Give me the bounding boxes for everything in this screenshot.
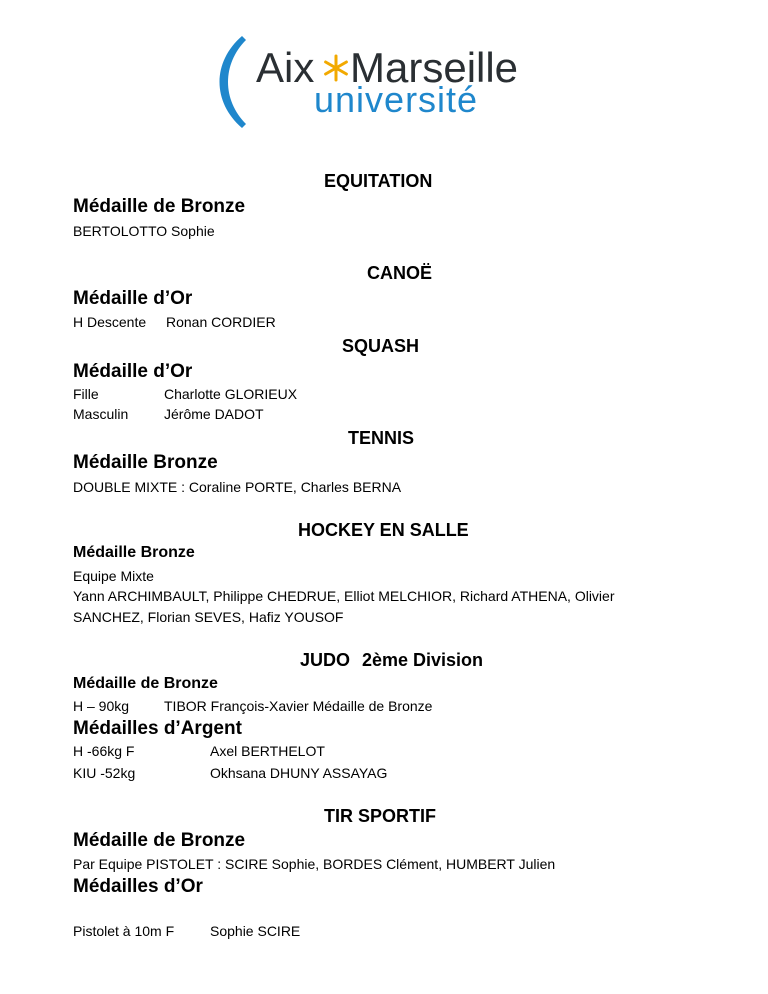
section-title-equitation: EQUITATION [324,171,433,191]
logo-text-aix: Aix [256,44,315,91]
winner-line: DOUBLE MIXTE : Coraline PORTE, Charles BERNA [73,479,402,495]
medal-heading: Médailles d’Or [73,876,203,897]
winner-name: BERTOLOTTO Sophie [73,223,215,239]
medal-heading: Médaille Bronze [73,452,218,473]
winner-name: Ronan CORDIER [166,314,276,330]
winner-name: Okhsana DHUNY ASSAYAG [210,765,388,781]
medal-heading: Médaille Bronze [73,544,195,561]
medal-heading: Médaille d’Or [73,361,193,382]
category-label: Pistolet à 10m F [73,923,175,939]
winner-name: Axel BERTHELOT [210,743,325,759]
medal-heading: Médaille d’Or [73,288,193,309]
section-title-hockey: HOCKEY EN SALLE [298,520,469,540]
team-label: Equipe Mixte [73,568,154,584]
category-label: Fille [73,386,99,402]
section-title-judo: JUDO [300,650,351,670]
category-label: Masculin [73,406,129,422]
winner-name: Charlotte GLORIEUX [164,386,298,402]
logo-text-universite: université [314,79,479,120]
category-label: KIU -52kg [73,765,136,781]
category-label: H -66kg F [73,743,135,759]
section-title-canoe: CANOË [367,263,433,283]
logo-text-marseille: Marseille [350,44,519,91]
medal-heading: Médaille de Bronze [73,830,246,851]
winner-line: TIBOR François-Xavier Médaille de Bronze [164,698,433,714]
section-title-tir-sportif: TIR SPORTIF [324,806,436,826]
judo-division: 2ème Division [362,650,484,670]
medal-heading: Médaille de Bronze [73,675,218,692]
section-title-tennis: TENNIS [348,428,415,448]
medal-heading: Médaille de Bronze [73,196,246,217]
section-title-squash: SQUASH [342,336,420,356]
winner-name: Sophie SCIRE [210,923,301,939]
players-line: SANCHEZ, Florian SEVES, Hafiz YOUSOF [73,609,344,625]
aix-marseille-universite-logo [218,32,558,132]
category-label: H Descente [73,314,147,330]
winner-line: Par Equipe PISTOLET : SCIRE Sophie, BORDES Clément, HUMBERT Julien [73,856,556,872]
winner-name: Jérôme DADOT [164,406,264,422]
logo-star-icon [326,56,347,80]
players-line: Yann ARCHIMBAULT, Philippe CHEDRUE, Elliot MELCHIOR, Richard ATHENA, Olivier [73,588,615,604]
logo-bracket-icon [220,36,247,128]
category-label: H – 90kg [73,698,130,714]
medal-heading: Médailles d’Argent [73,718,242,739]
